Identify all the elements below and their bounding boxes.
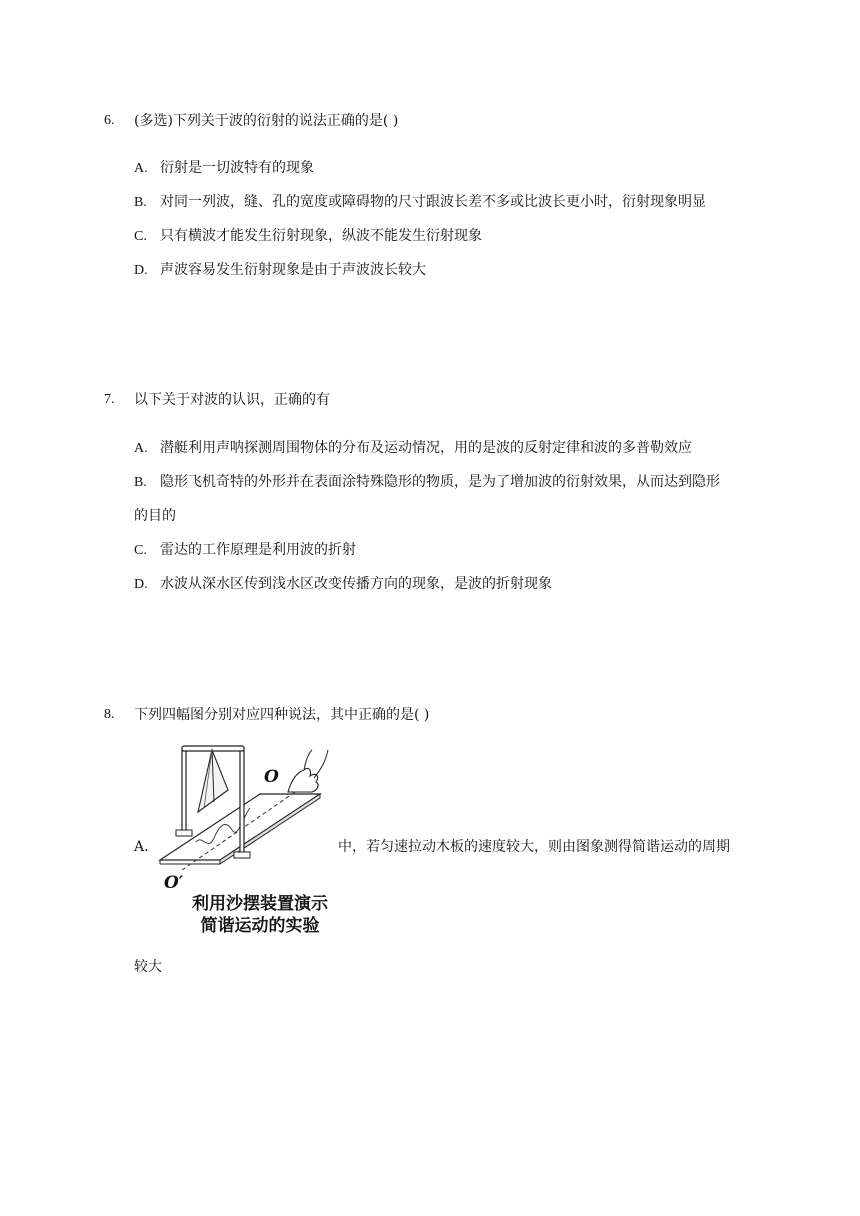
option-letter: A. xyxy=(134,441,148,456)
figure-caption-line-1: 利用沙摆装置演示 xyxy=(192,894,328,914)
option-letter: B. xyxy=(134,195,147,210)
option-letter: C. xyxy=(134,543,147,558)
option-letter: D. xyxy=(134,263,148,278)
question-8-stem: 下列四幅图分别对应四种说法，其中正确的是( ) xyxy=(134,707,430,723)
figure-caption-line-2: 简谐运动的实验 xyxy=(200,916,320,936)
option-text: 隐形飞机奇特的外形并在表面涂特殊隐形的物质，是为了增加波的衍射效果，从而达到隐形 xyxy=(160,474,720,490)
question-7-option-c xyxy=(134,540,356,561)
question-7-option-b-continuation: 的目的 xyxy=(134,508,176,524)
question-6-number: 6. xyxy=(104,113,115,128)
question-6-stem: (多选)下列关于波的衍射的说法正确的是( ) xyxy=(134,113,399,129)
question-7-option-d xyxy=(134,574,552,595)
point-o-prime-label: O′ xyxy=(164,873,184,893)
option-text: 对同一列波，缝、孔的宽度或障碍物的尺寸跟波长差不多或比波长更小时，衍射现象明显 xyxy=(160,194,706,210)
question-8-option-a-text: 中，若匀速拉动木板的速度较大，则由图象测得简谐运动的周期 xyxy=(338,839,730,855)
option-letter: B. xyxy=(134,475,147,490)
option-text: 雷达的工作原理是利用波的折射 xyxy=(160,542,356,558)
question-8-option-a-letter: A. xyxy=(134,839,149,855)
question-7-stem: 以下关于对波的认识，正确的有 xyxy=(134,392,330,408)
question-6-option-d xyxy=(134,260,426,281)
question-8-number: 8. xyxy=(104,707,115,722)
question-7-number: 7. xyxy=(104,392,115,407)
option-text: 声波容易发生衍射现象是由于声波波长较大 xyxy=(160,262,426,278)
question-8-option-a-continuation: 较大 xyxy=(134,959,162,975)
option-text: 潜艇利用声呐探测周围物体的分布及运动情况，用的是波的反射定律和波的多普勒效应 xyxy=(160,440,692,456)
question-6-option-a xyxy=(134,158,314,179)
option-text: 只有横波才能发生衍射现象，纵波不能发生衍射现象 xyxy=(160,228,482,244)
option-letter: C. xyxy=(134,229,147,244)
option-text: 衍射是一切波特有的现象 xyxy=(160,160,314,176)
question-6-option-b xyxy=(134,192,706,213)
question-7-option-b xyxy=(134,472,720,493)
option-text: 水波从深水区传到浅水区改变传播方向的现象，是波的折射现象 xyxy=(160,576,552,592)
question-7-option-a xyxy=(134,438,692,459)
point-o-label: O xyxy=(264,767,279,787)
option-letter: D. xyxy=(134,577,148,592)
option-letter: A. xyxy=(134,161,148,176)
question-6-option-c xyxy=(134,226,482,247)
